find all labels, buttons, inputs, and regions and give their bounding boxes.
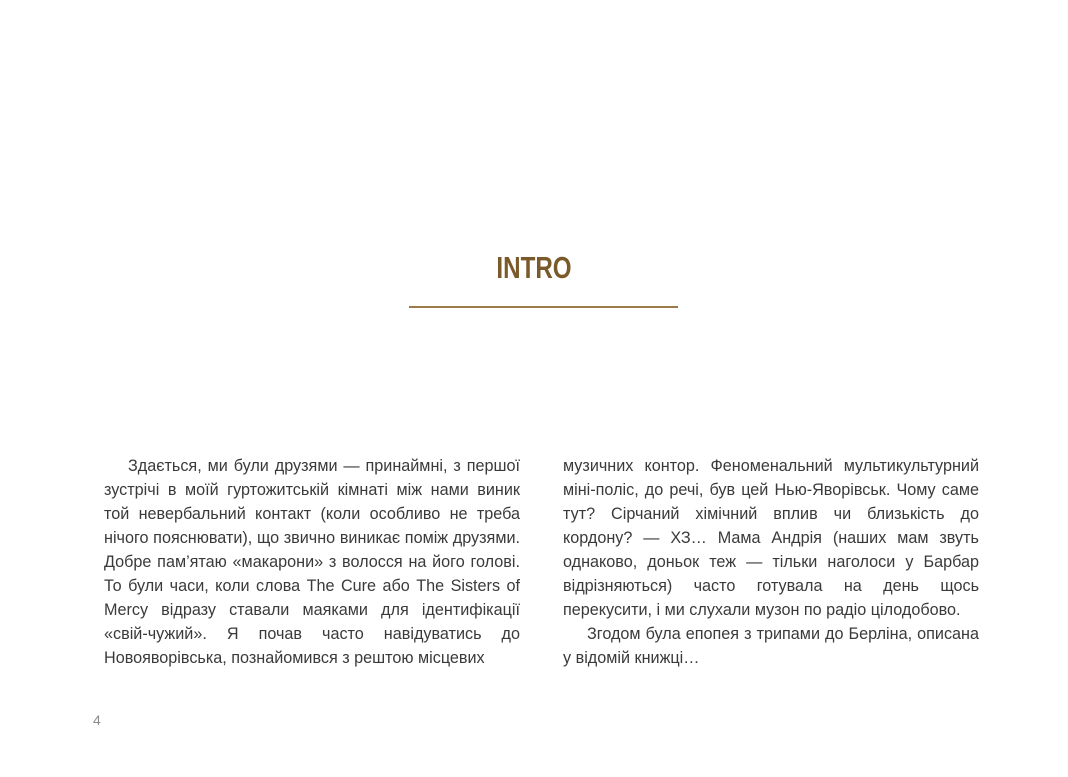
- text-column-right: [563, 454, 979, 670]
- page-title: INTRO: [496, 250, 572, 285]
- title-divider: [409, 306, 678, 308]
- text-column-left: [104, 454, 520, 670]
- left-paragraph-1: Здається, ми були друзями — принаймні, з першої зустрічі в моїй гуртожитській кімнаті між нами виник той невербальний контакт (коли особливо не треба нічого пояснювати), що звично виникає поміж друзями. Добре пам’ятаю «макарони» з волосся на його голові. То були часи, коли слова The Cure або The Sisters of Mercy відразу ставали маяками для ідентифікації «свій-чужий». Я почав часто навідуватись до Новояворівська, познайомився з рештою місцевих: [104, 457, 520, 667]
- right-paragraph-2: Згодом була епопея з трипами до Берліна, описана у відомій книжці…: [563, 625, 979, 667]
- right-paragraph-1: музичних контор. Феноменальний мультикультурний міні-поліс, до речі, був цей Нью-Яворівськ. Чому саме тут? Сірчаний хімічний вплив чи близькість до кордону? — ХЗ… Мама Андрія (наших мам звуть однаково, доньок теж — тільки наголоси у Барбар відрізняються) часто готувала на день щось перекусити, і ми слухали музон по радіо цілодобово.: [563, 457, 979, 619]
- page-number: 4: [93, 712, 101, 728]
